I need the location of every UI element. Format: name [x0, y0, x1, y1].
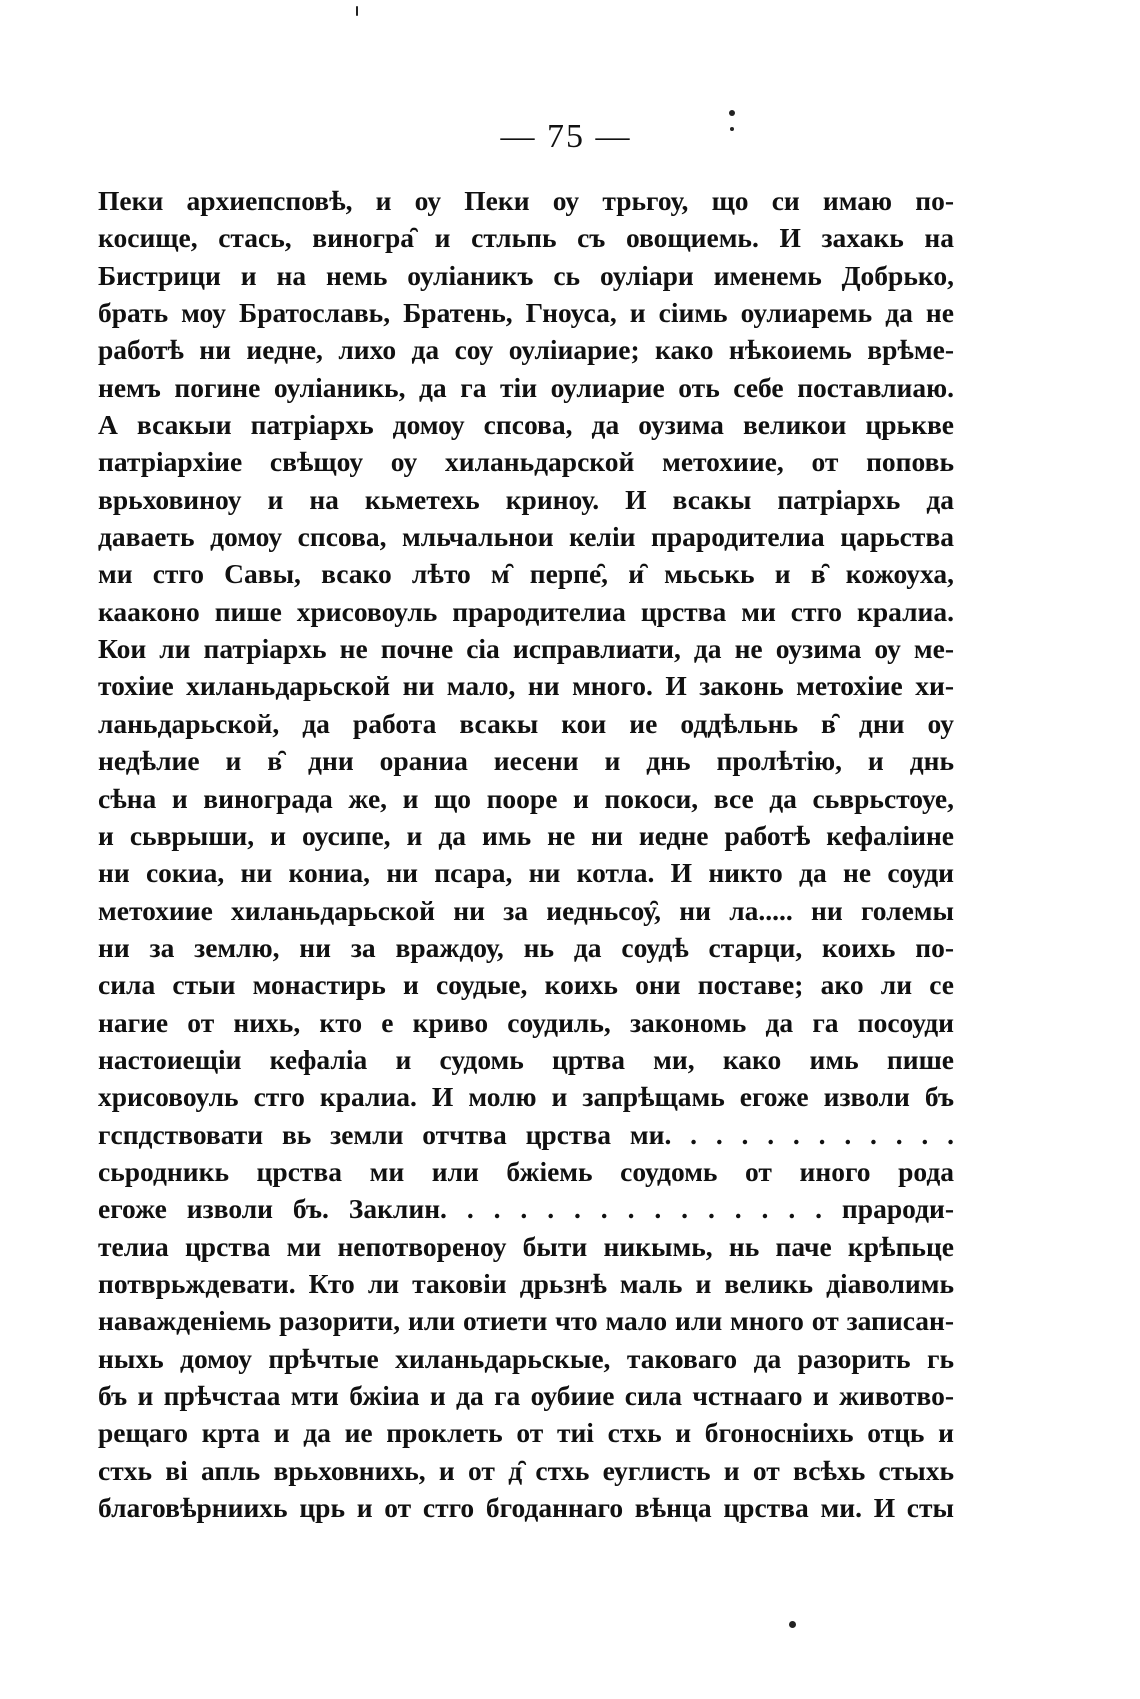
text-line: Пеки архиепсповѣ, и оу Пеки оу трьгоу, що си имаю по-	[98, 185, 954, 216]
text-line: брать моу Братославь, Братень, Гноуса, и сіимь оулиаремь да не	[98, 297, 954, 329]
ink-speck	[729, 110, 735, 116]
text-line: сьродникь црства ми или бжіемь соудомь от иного рода	[98, 1155, 954, 1187]
text-line: кааконо пише хрисовоуль прародителиа црства ми стго кралиа.	[98, 595, 954, 627]
text-line: потврьждевати. Кто ли таковіи дрьзнѣ маль и великь діаволимь	[98, 1267, 954, 1299]
text-line: А всакыи патріархь домоу спсова, да оузима великои црькве	[98, 409, 954, 441]
text-line: рещаго крта и да ие проклеть от тиі стхь и бгоносніихь отць и	[98, 1417, 954, 1449]
text-line: настоиещіи кефаліа и судомь цртва ми, како имь пише	[98, 1043, 954, 1075]
text-line: телиа црства ми непотвореноу быти никымь, нь паче крѣпьце	[98, 1230, 954, 1262]
text-line: егоже изволи бъ. Заклин. . . . . . . . . . . . . . . прароди-	[98, 1193, 954, 1225]
text-line: ни за землю, ни за враждоу, нь да соудѣ старци, коихь по-	[98, 931, 954, 963]
text-line: немъ погине оуліаникь, да га тіи оулиарие оть себе поставлиаю.	[98, 371, 954, 403]
text-line: и сьврыши, и оусипе, и да имь не ни иедне работѣ кефаліине	[98, 819, 954, 851]
text-line: сѣна и винограда же, и що пооре и покоси, все да сьврьстоуе,	[98, 782, 954, 814]
body-text	[98, 182, 954, 1526]
text-line: метохиие хиланьдарьской ни за иедньсоу̑, ни ла..... ни големы	[98, 894, 954, 926]
text-line: недѣлие и в̑ дни ораниа иесени и днь пролѣтію, и днь	[98, 745, 954, 777]
text-line: гспдствовати вь земли отчтва црства ми. . . . . . . . . . . .	[98, 1118, 954, 1150]
text-line: ланьдарьской, да работа всакы кои ие оддѣльнь в̑ дни оу	[98, 707, 954, 739]
text-line: ныхь домоу прѣчтые хиланьдарьскые, таковаго да разорить гь	[98, 1342, 954, 1374]
text-line: ни сокиа, ни кониа, ни псара, ни котла. И никто да не соуди	[98, 857, 954, 889]
text-line: ми стго Савы, всако лѣто м̑ перпе̑, и̑ мьськь и в̑ кожоуха,	[98, 558, 954, 590]
page-number: — 75 —	[500, 118, 632, 155]
text-line: хрисовоуль стго кралиа. И молю и запрѣщамь егоже изволи бъ	[98, 1081, 954, 1113]
text-line: нагие от нихь, кто е криво соудиль, закономь да га посоуди	[98, 1006, 954, 1038]
text-line: работѣ ни иедне, лихо да соу оуліиарие; како нѣкоиемь врѣме-	[98, 334, 954, 366]
text-line: стхь ві апль врьховнихь, и от д̑ стхь еуглисть и от всѣхь стыхь	[98, 1454, 954, 1486]
text-line: косище, стась, виногра̑ и стльпь съ овощиемь. И захакь на	[98, 222, 954, 254]
text-line: благовѣрниихь црь и от стго бгоданнаго вѣнца црства ми. И сты	[98, 1492, 954, 1524]
text-line: наважденіемь разорити, или отиети что мало или много от записан-	[98, 1305, 954, 1337]
ink-speck	[730, 127, 734, 131]
text-line: сила стыи монастирь и соудые, коихь они поставе; ако ли се	[98, 969, 954, 1001]
ink-speck	[356, 6, 358, 16]
text-line: патріархіие свѣщоу оу хиланьдарской метохиие, от поповь	[98, 446, 954, 478]
text-line: даваеть домоу спсова, мльчальнои келіи прародителиа царьства	[98, 521, 954, 553]
text-line: Кои ли патріархь не почне сіа исправлиати, да не оузима оу ме-	[98, 633, 954, 665]
text-line: Бистрици и на немь оуліаникъ сь оуліари именемь Добрько,	[98, 259, 954, 291]
ink-speck	[789, 1621, 796, 1628]
text-line: врьховиноу и на кьметехь криноу. И всакы патріархь да	[98, 483, 954, 515]
text-line: бъ и прѣчстаа мти бжіиа и да га оубиие сила чстнааго и животво-	[98, 1380, 954, 1411]
text-line: тохіие хиланьдарьской ни мало, ни много. И законь метохіие хи-	[98, 670, 954, 702]
